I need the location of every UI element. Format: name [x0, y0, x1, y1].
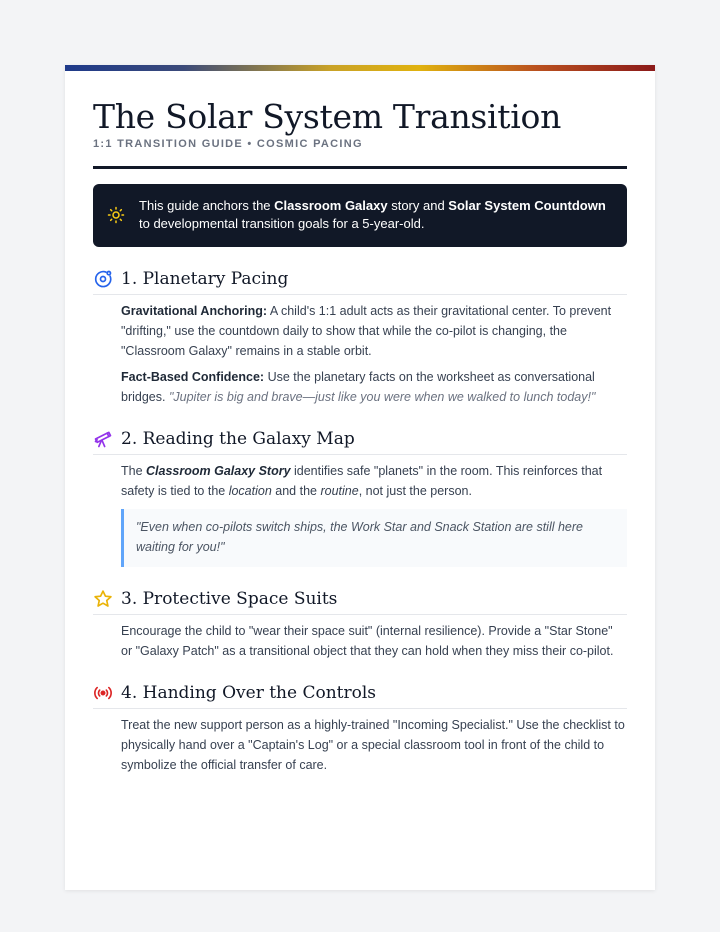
callout-bold-countdown: Solar System Countdown	[448, 198, 606, 213]
intro-callout	[93, 184, 627, 247]
paragraph-label: Gravitational Anchoring:	[121, 304, 268, 318]
paragraph-text: A child's 1:1 adult acts as their gravitational center. To prevent "drifting," use the countdown daily to show that while the co-pilot is changing, the "Classroom Galaxy" remains in a stable orbit.	[121, 304, 612, 358]
section-body	[93, 301, 627, 407]
callout-text	[139, 197, 613, 233]
callout-text-part: to developmental transition goals for a 5-year-old.	[139, 216, 425, 231]
paragraph-label: Fact-Based Confidence:	[121, 370, 265, 384]
section-header	[93, 269, 627, 295]
sun-icon	[107, 206, 125, 224]
telescope-icon	[93, 429, 113, 449]
orbit-icon	[93, 269, 113, 289]
paragraph-galaxy-story	[121, 461, 627, 501]
section-reading-galaxy-map	[93, 429, 627, 567]
section-title: 1. Planetary Pacing	[121, 269, 289, 289]
emphasis-routine: routine	[320, 484, 359, 498]
section-planetary-pacing	[93, 269, 627, 407]
callout-text-part: This guide anchors the	[139, 198, 275, 213]
section-header	[93, 589, 627, 615]
page-subtitle: 1:1 TRANSITION GUIDE • COSMIC PACING	[93, 138, 363, 150]
paragraph-text: identifies safe "planets" in the room. This reinforces that safety is tied to the	[121, 464, 603, 498]
section-body	[93, 715, 627, 775]
section-title: 4. Handing Over the Controls	[121, 683, 377, 703]
section-title: 3. Protective Space Suits	[121, 589, 338, 609]
document-page	[65, 65, 655, 890]
broadcast-icon	[93, 683, 113, 703]
section-body	[93, 621, 627, 661]
gradient-top-bar	[65, 65, 655, 71]
star-icon	[93, 589, 113, 609]
callout-bold-classroom-galaxy: Classroom Galaxy	[274, 198, 388, 213]
paragraph-text: Use the planetary facts on the worksheet as conversational bridges.	[121, 370, 595, 404]
section-handing-over-controls	[93, 683, 627, 775]
section-protective-space-suits	[93, 589, 627, 661]
section-body	[93, 461, 627, 567]
emphasis-location: location	[228, 484, 272, 498]
paragraph-text: , not just the person.	[358, 484, 472, 498]
title-divider	[93, 166, 627, 169]
paragraph-gravitational-anchoring	[121, 301, 627, 361]
paragraph-handing-over: Treat the new support person as a highly-trained "Incoming Specialist." Use the checklist to physically hand over a "Captain's Log" or a special classroom tool in front of the child to symbolize the official transfer of care.	[121, 718, 625, 772]
paragraph-text: The	[121, 464, 147, 478]
section-title: 2. Reading the Galaxy Map	[121, 429, 355, 449]
story-title-emphasis: Classroom Galaxy Story	[146, 464, 291, 478]
paragraph-text: and the	[271, 484, 321, 498]
page-title: The Solar System Transition	[93, 97, 562, 136]
paragraph-space-suits: Encourage the child to "wear their space suit" (internal resilience). Provide a "Star Stone" or "Galaxy Patch" as a transitional object that they can hold when they miss their co-pilot.	[121, 624, 614, 658]
callout-text-part: story and	[387, 198, 449, 213]
section-header	[93, 683, 627, 709]
section-header	[93, 429, 627, 455]
inline-quote: "Jupiter is big and brave—just like you were when we walked to lunch today!"	[168, 390, 596, 404]
blockquote: "Even when co-pilots switch ships, the Work Star and Snack Station are still here waiting for you!"	[121, 509, 627, 567]
paragraph-fact-based-confidence	[121, 367, 627, 407]
